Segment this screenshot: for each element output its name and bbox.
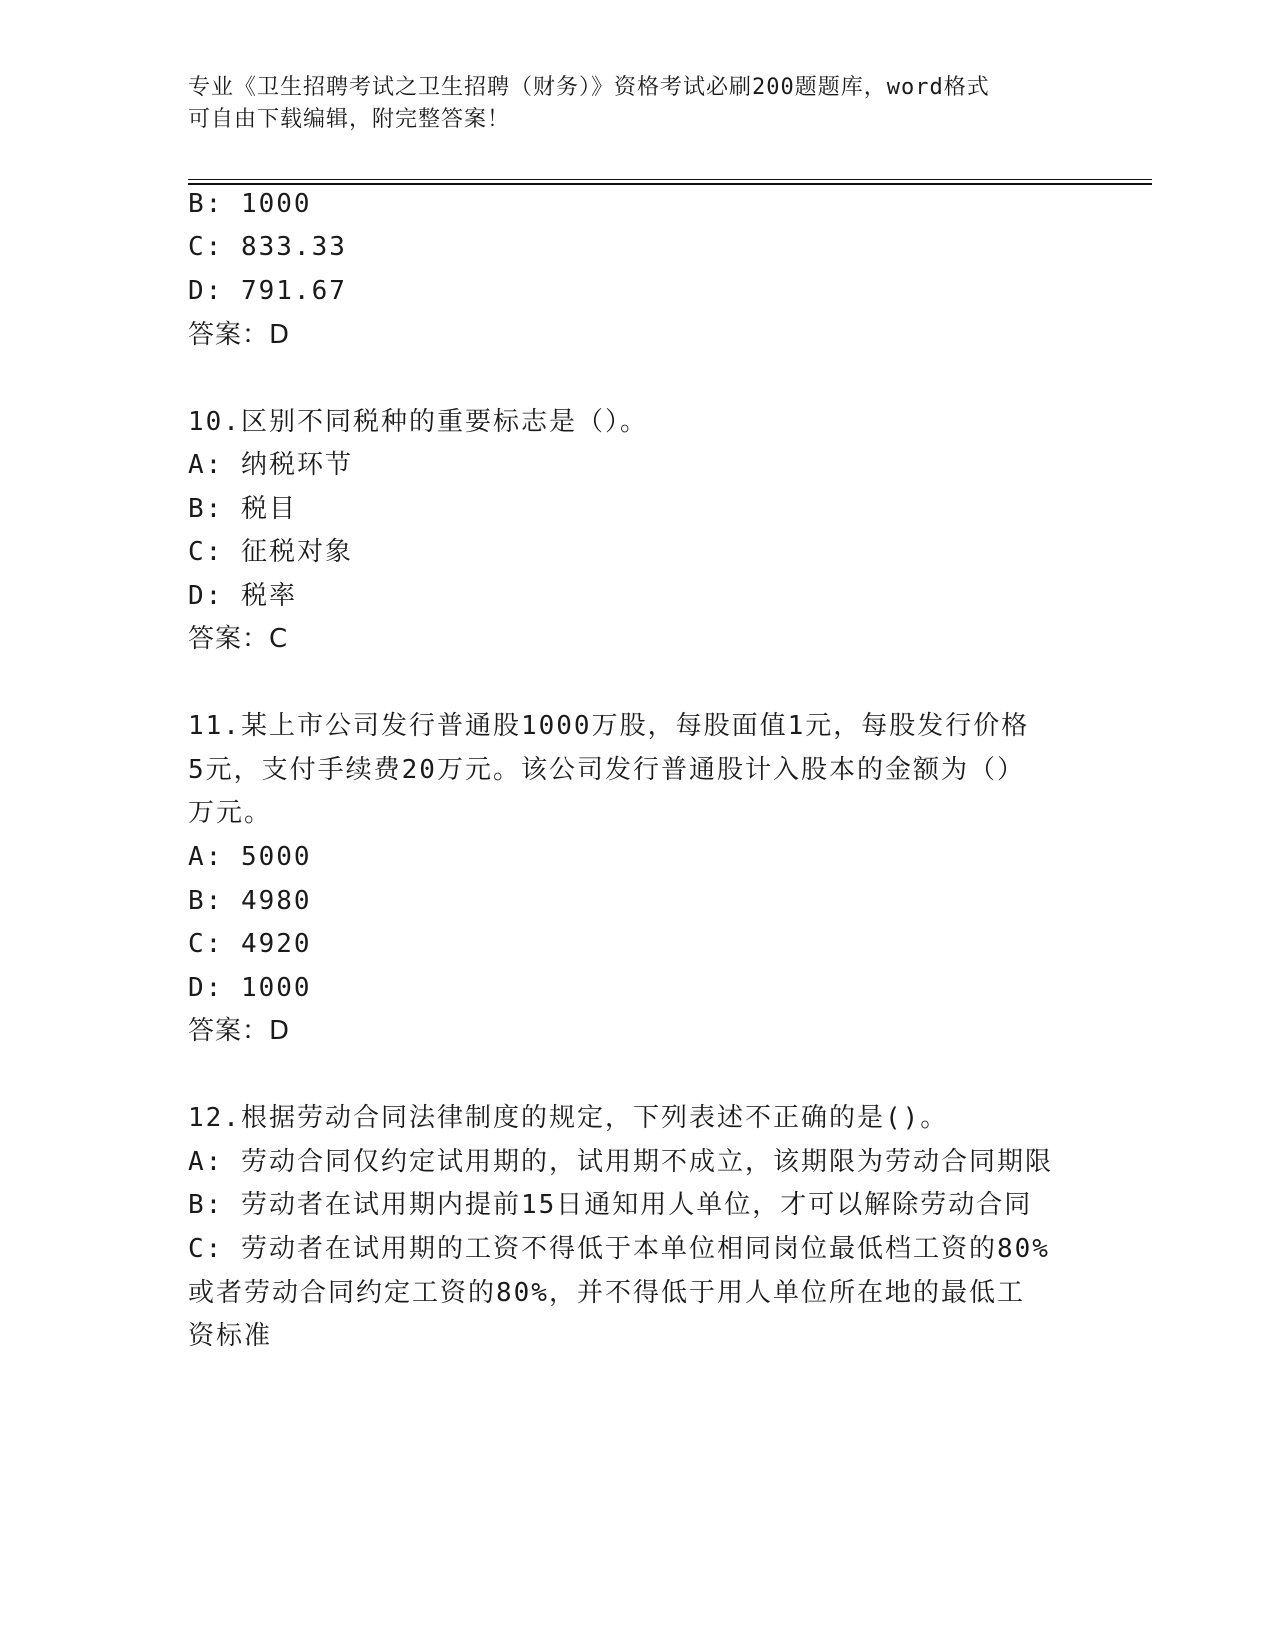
q11-option-d: D: 1000 — [188, 973, 312, 1003]
q11-option-b: B: 4980 — [188, 886, 312, 916]
q12-option-c-line-3: 资标准 — [188, 1321, 273, 1351]
q11-stem-line-2: 5元，支付手续费20万元。该公司发行普通股计入股本的金额为（） — [188, 755, 1025, 785]
q12-option-c-line-2: 或者劳动合同约定工资的80%，并不得低于用人单位所在地的最低工 — [188, 1278, 1025, 1308]
q11-option-c: C: 4920 — [188, 929, 312, 959]
q10-option-c: C: 征税对象 — [188, 537, 353, 567]
header-divider-thin — [188, 179, 1152, 180]
q10-option-d: D: 税率 — [188, 581, 297, 611]
q9-answer: 答案：D — [188, 320, 291, 350]
q12-stem: 12.根据劳动合同法律制度的规定，下列表述不正确的是()。 — [188, 1103, 949, 1133]
q12-option-a: A: 劳动合同仅约定试用期的，试用期不成立，该期限为劳动合同期限 — [188, 1147, 1053, 1177]
header-title-line-1: 专业《卫生招聘考试之卫生招聘（财务）》资格考试必刷200题题库，word格式 — [188, 75, 990, 100]
header-title-line-2: 可自由下载编辑，附完整答案！ — [188, 107, 511, 132]
q11-answer: 答案：D — [188, 1016, 291, 1046]
q10-option-b: B: 税目 — [188, 494, 297, 524]
q10-answer: 答案：C — [188, 624, 289, 654]
q10-option-a: A: 纳税环节 — [188, 450, 353, 480]
q12-option-c-line-1: C: 劳动者在试用期的工资不得低于本单位相同岗位最低档工资的80% — [188, 1234, 1050, 1264]
q10-stem: 10.区别不同税种的重要标志是（）。 — [188, 407, 648, 437]
q9-option-d: D: 791.67 — [188, 276, 347, 306]
q11-option-a: A: 5000 — [188, 842, 312, 872]
q9-option-b: B: 1000 — [188, 189, 312, 219]
header-divider-thick — [188, 183, 1152, 185]
q11-stem-line-1: 11.某上市公司发行普通股1000万股，每股面值1元，每股发行价格 — [188, 711, 1030, 741]
document-header — [188, 72, 1088, 136]
q11-stem-line-3: 万元。 — [188, 798, 273, 828]
q9-option-c: C: 833.33 — [188, 232, 347, 262]
q12-option-b: B: 劳动者在试用期内提前15日通知用人单位，才可以解除劳动合同 — [188, 1190, 1033, 1220]
